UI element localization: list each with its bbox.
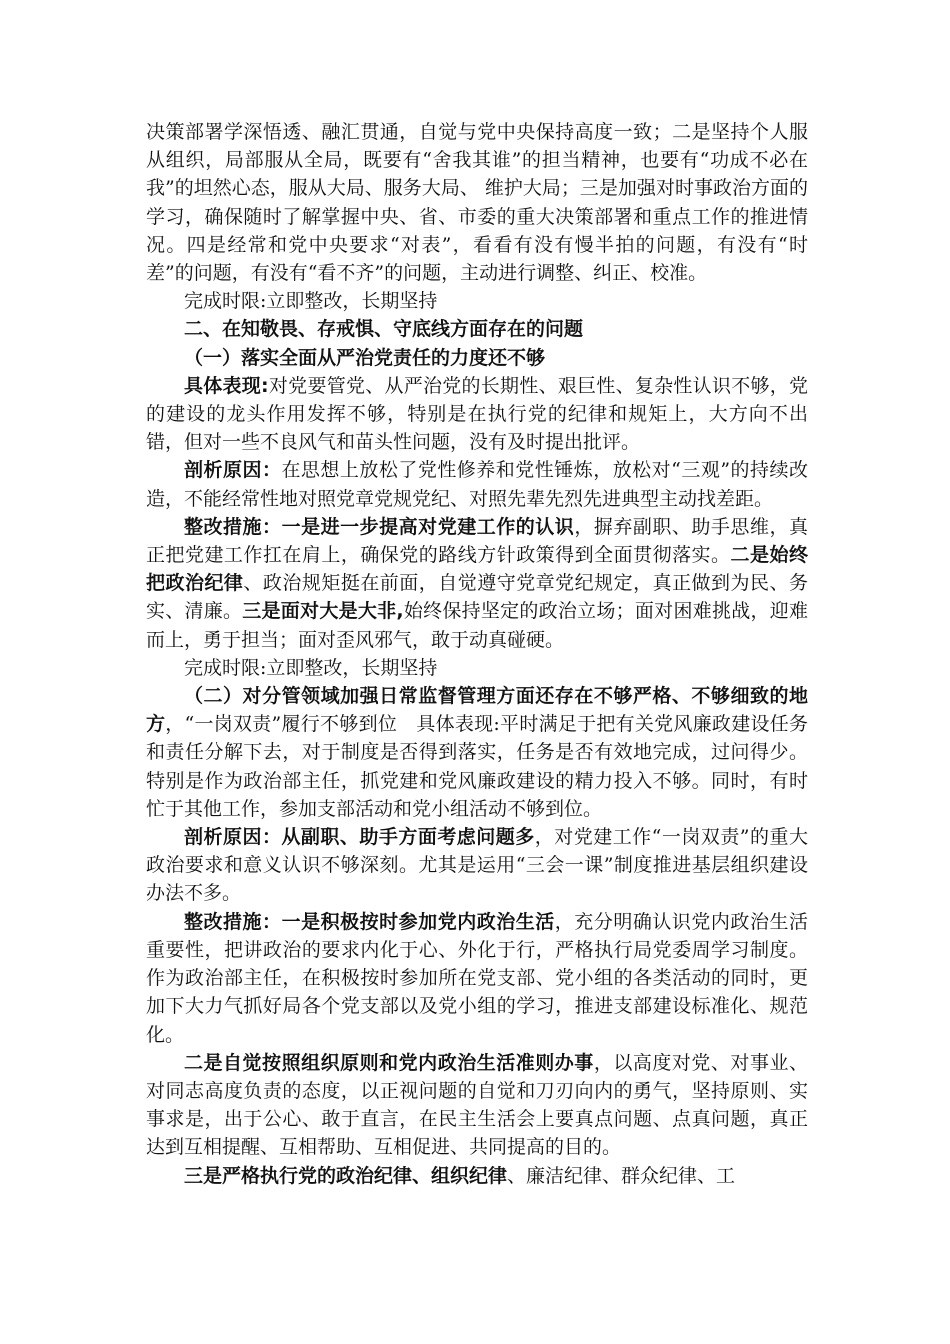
lead-cause-2: 剖析原因：从副职、助手方面考虑问题多 [184, 826, 535, 849]
text-measures-2a: ，充分明确认识党内政治生活重要性，把讲政治的要求内化于心、外化于行，严格执行局党委周学习制度。作为政治部主任，在积极按时参加所在党支部、党小组的各类活动的同时，更加下大力气抓好局各个党支部以及党小组的学习，推进支部建设标准化、规范化。 [146, 910, 808, 1046]
lead-measures-1: 整改措施：一是进一步提高对党建工作的认识 [184, 515, 575, 538]
text-measures-1b: 、政治规矩挺在前面，自觉遵守党章党纪规定，真正做到为民、务实、清廉。 [146, 572, 808, 623]
deadline-line-1: 完成时限:立即整改，长期坚持 [184, 290, 438, 313]
section-heading-2: 二、在知敬畏、存戒惧、守底线方面存在的问题 [184, 318, 584, 341]
subsection-heading-1: （一）落实全面从严治党责任的力度还不够 [184, 346, 546, 369]
text-measures-2c: 、廉洁纪律、群众纪律、工 [507, 1164, 736, 1187]
paragraph-measures-2b [146, 1049, 808, 1162]
lead-symptoms-1: 具体表现: [184, 374, 269, 397]
deadline-line-2: 完成时限:立即整改，长期坚持 [184, 656, 438, 679]
bold-measures-1c: 三是面对大是大非, [242, 600, 404, 623]
text-symptoms-1: 对党要管党、从严治党的长期性、艰巨性、复杂性认识不够，党的建设的龙头作用发挥不够，特别是在执行党的纪律和规矩上，大方向不出错，但对一些不良风气和苗头性问题，没有及时提出批评。 [146, 374, 808, 454]
paragraph-cause-1 [146, 456, 808, 512]
text-measures-1c: 始终保持坚定的政治立场；面对困难挑战，迎难而上，勇于担当；面对歪风邪气，敢于动真碰硬。 [146, 600, 808, 651]
paragraph-measures-1 [146, 513, 808, 654]
lead-measures-2b: 二是自觉按照组织原则和党内政治生活准则办事 [184, 1051, 594, 1074]
text-measures-1a: ，摒弃副职、助手思维，真正把党建工作扛在肩上，确保党的路线方针政策得到全面贯彻落实。 [146, 515, 808, 567]
text-measures-2b: ，以高度对党、对事业、对同志高度负责的态度，以正视问题的自觉和刀刃向内的勇气，坚持原则、实事求是，出于公心、敢于直言，在民主生活会上要真点问题、点真问题，真正达到互相提醒、互相帮助、互相促进、共同提高的目的。 [146, 1051, 808, 1159]
bold-measures-1b: 二是始终把政治纪律 [146, 544, 808, 595]
paragraph-measures-2c [146, 1162, 808, 1190]
document-page [146, 118, 808, 1190]
paragraph-decision-deployment: 决策部署学深悟透、融汇贯通，自觉与党中央保持高度一致；二是坚持个人服从组织，局部服从全局，既要有“舍我其谁”的担当精神，也要有“功成不必在我”的坦然心态，服从大局、服务大局、 维护大局；三是加强对时事政治方面的学习，确保随时了解掌握中央、省、市委的重大决策部署和重点工作的推进情况。四是经常和党中央要求“对表”，看看有没有慢半拍的问题，有没有“时差”的问题，有没有“看不齐”的问题，主动进行调整、纠正、校准。 [146, 121, 808, 285]
text-cause-1: 在思想上放松了党性修养和党性锤炼，放松对“三观”的持续改造，不能经常性地对照党章党规党纪、对照先辈先烈先进典型主动找差距。 [146, 459, 808, 510]
paragraph-measures-2a [146, 908, 808, 1049]
lead-measures-2a: 整改措施：一是积极按时参加党内政治生活 [184, 910, 555, 933]
lead-cause-1: 剖析原因： [184, 459, 282, 482]
paragraph-cause-2 [146, 823, 808, 908]
text-symptoms-2: ，“一岗双责”履行不够到位 具体表现:平时满足于把有关党风廉政建设任务和责任分解下去，对于制度是否得到落实，任务是否有效地完成，过问得少。特别是作为政治部主任，抓党建和党风廉政建设的精力投入不够。同时，有时忙于其他工作，参加支部活动和党小组活动不够到位。 [146, 713, 808, 820]
paragraph-symptoms-1 [146, 372, 808, 457]
subsection-heading-2: （二）对分管领域加强日常监督管理方面还存在不够严格、不够细致的地方 [146, 685, 808, 736]
lead-measures-2c: 三是严格执行党的政治纪律、组织纪律 [184, 1164, 508, 1187]
paragraph-subsection-2 [146, 682, 808, 823]
text-cause-2: ，对党建工作“一岗双责”的重大政治要求和意义认识不够深刻。尤其是运用“三会一课”制度推进基层组织建设办法不多。 [146, 826, 808, 905]
